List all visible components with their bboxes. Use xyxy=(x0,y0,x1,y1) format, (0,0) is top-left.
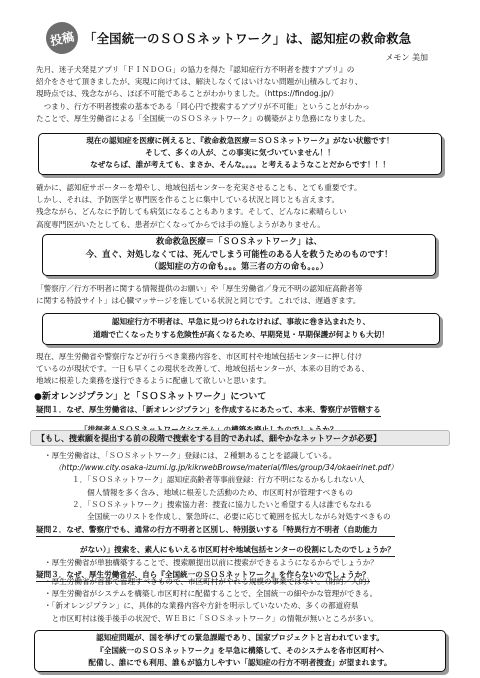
author-name: メモン 美加 xyxy=(385,53,428,62)
callout-line: 認知症行方不明者は、早急に見つけられなければ、事故に巻き込まれたり、 xyxy=(111,317,371,326)
callout-box-medical-analogy xyxy=(38,133,442,175)
question-line: 疑問３．なぜ、厚生労働省が、自ら『全国統一のＳＯＳネットワーク』を作らないのでしょうか？ xyxy=(36,569,370,582)
q3-details xyxy=(44,576,378,625)
text-line: 先月、迷子犬発見アプリ「ＦＩＮＤＯＧ」の協力を得た『認知症行方不明者を捜すアプリ』の xyxy=(36,65,355,74)
text-line: ているのが現状です。一日も早くこの現状を改善して、地域包括センターが、本来の目的である、 xyxy=(36,364,370,374)
callout-line: 『全国統一のＳＯＳネットワーク』を早急に構築して、そのシステムを各市区町村へ xyxy=(96,645,384,655)
text-line: 紹介をさせて頂きましたが、実現に向けては、解決しなくてはいけない問題が山積みしており、 xyxy=(36,77,363,87)
list-item: と市区町村は後手後手の状況で、ＷＥＢに「ＳＯＳネットワーク」の情報が無いところが多い。 xyxy=(44,613,378,623)
callout-line: そして、多くの人が、この事実に気づいていません！！ xyxy=(145,148,335,157)
callout-line: 配備し、誰にでも利用、誰もが協力しやすい「認知症の行方不明者捜査」が望まれます。 xyxy=(88,658,392,667)
callout-line: 今、直ぐ、対処しなくては、死んでしまう可能性のある人を救うためのものです！ xyxy=(85,248,393,259)
text-line: たことで、厚生労働省による「全国統一のＳＯＳネットワーク」の構築がより急務になりました。 xyxy=(36,113,370,123)
callout-box-emergency-care xyxy=(42,234,436,276)
list-item: １．「ＳＯＳネットワーク」認知症高齢者等事前登録：行方不明になるかもしれない人 xyxy=(72,475,365,485)
paragraph-too-late xyxy=(36,283,363,307)
question-line: 疑問１．なぜ、厚生労働省は、「新オレンジプラン」を作成するにあたって、本来、警察庁が管轄する xyxy=(36,404,381,417)
intro-paragraph xyxy=(36,64,370,125)
text-line: 現在、厚生労働省や警察庁などが行うべき業務内容を、市区町村や地域包括センターに押し付け xyxy=(36,352,363,361)
text-line: 現時点では、残念ながら、ほぼ不可能であることがわかりました。（https://findog.jp/） xyxy=(36,89,339,99)
contribution-badge: 投稿 xyxy=(43,19,81,57)
list-item: 個人情報を多く含み、地域に根差した活動のため、市区町村が管理すべきもの xyxy=(72,487,353,497)
list-item: ・厚生労働省は、「ＳＯＳネットワーク」登録には、２種類あることを認識している。 xyxy=(44,451,337,460)
text-line: しかし、それは、予防医学と専門医を作ることに集中している状況と同じとも言えます。 xyxy=(36,195,340,205)
reference-link[interactable]: （http://www.city.osaka-izumi.lg.jp/kikrwebBrowse/material/files/group/34/okaeirinet.pdf） xyxy=(54,463,398,473)
text-line: 「警察庁／行方不明者に関する情報提供のお願い」や「厚生労働省／身元不明の認知症高齢者等 xyxy=(36,284,363,293)
paragraph-prevention xyxy=(36,182,362,231)
callout-line: 救命救急医療＝「ＳＯＳネットワーク」は、 xyxy=(156,236,322,246)
callout-box-conclusion xyxy=(34,630,446,672)
question-line: 疑問２．なぜ、警察庁でも、通常の行方不明者と区別し、特別扱いする「特異行方不明者（自助能力 xyxy=(36,524,395,537)
section-heading: ●新オレンジプラン」と「ＳＯＳネットワーク」について xyxy=(34,392,267,402)
callout-line: なぜならば、誰が考えても、まさか、そんな。。。。と考えるようなことだからです！！！ xyxy=(90,160,390,169)
list-item: ・厚生労働省がシステムを構築し市区町村に配備することで、全国統一の細やかな管理ができる。 xyxy=(44,589,378,599)
list-item: ２．「ＳＯＳネットワーク」捜索協力者：捜査に協力したいと希望する人は誰でもなれる xyxy=(72,499,372,509)
page-title: 「全国統一のＳＯＳネットワーク」は、認知症の救命救急 xyxy=(84,31,412,46)
paragraph-current-state xyxy=(36,351,369,388)
text-line: 高度専門医がいたとしても、患者が亡くなってからでは手の施しようがありません。 xyxy=(36,219,325,229)
callout-box-early-discovery xyxy=(42,313,440,345)
list-item: ・「新オレンジプラン」に、具体的な業務内容や方針を明示していないため、多くの都道府県 xyxy=(44,601,359,611)
callout-line: 現在の認知症を医療に例えると、『救命救急医療＝ＳＯＳネットワーク』がない状態です！ xyxy=(86,136,394,145)
text-line: 確かに、認知症サポーターを増やし、地域包括センターを充実させることも、とても重要です。 xyxy=(36,183,362,192)
callout-line: 認知症問題が、国を挙げての緊急課題であり、国家プロジェクトと言われています。 xyxy=(96,633,384,642)
list-item: ・厚生労働省が首都で管理すべきもので、市区町村がやれる規模の事業ではない。（財的／人的） xyxy=(44,577,375,586)
callout-line: （認知症の方の命も。。。第三者の方の命も。。。） xyxy=(149,261,329,271)
text-line: 残念ながら、どんなに予防しても病気になることもあります。そして、どんなに素晴らしい xyxy=(36,207,347,217)
text-line: 地域に根差した業務を遂行できるように配慮して欲しいと思います。 xyxy=(36,376,271,386)
text-line: に関する特設サイト」は心臓マッサージを施している状況と同じです。これでは、遅過ぎます。 xyxy=(36,296,361,306)
q1-highlight-bar: 【もし、捜索願を提出する前の段階で捜索をする目的であれば、細やかなネットワークが必要】 xyxy=(30,430,450,446)
question-line: がない）」捜索を、素人にもいえる市区町村や地域包括センターの役割にしたのでしょうか？ xyxy=(80,544,395,557)
q1-details xyxy=(44,450,398,523)
callout-line: 道端で亡くなったりする危険性が高くなるため、早期発見・早期保護が何よりも大切！ xyxy=(93,330,389,339)
list-item: 全国統一のリストを作成し、緊急時に、必要に応じて範囲を拡大しながら対処すべきもの xyxy=(72,512,391,522)
list-item: ・厚生労働省が単独構築することで、捜索願提出以前に捜索ができるようになるからでしょうか？ xyxy=(44,558,378,568)
text-line: つまり、行方不明者捜索の基本である「同心円で捜索するアプリが不可能」ということがわかっ xyxy=(36,101,370,111)
